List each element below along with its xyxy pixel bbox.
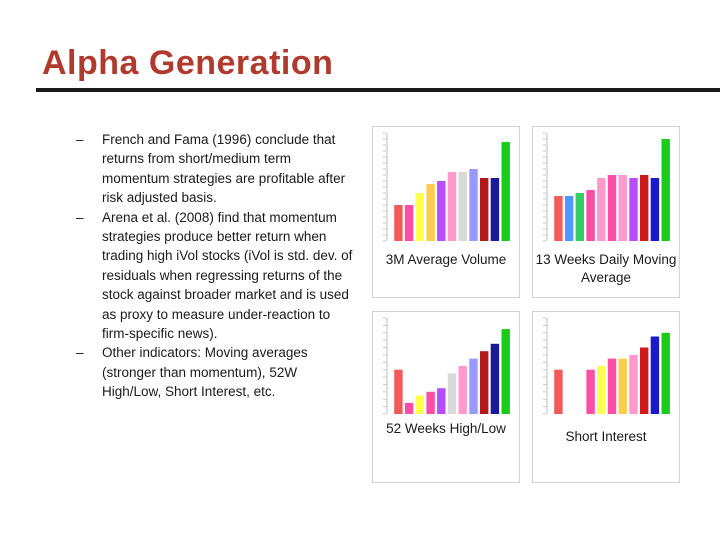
- chart-bar: [502, 329, 510, 414]
- chart-bar: [608, 359, 616, 414]
- chart-caption: 52 Weeks High/Low: [386, 421, 506, 436]
- chart-bar: [597, 178, 605, 241]
- chart-caption: Short Interest: [565, 429, 647, 444]
- chart-bar: [459, 172, 467, 241]
- chart-bar: [629, 178, 637, 241]
- chart-bar: [491, 344, 499, 414]
- chart-caption: 13 Weeks Daily Moving Average: [535, 252, 677, 285]
- bar-chart: [533, 127, 679, 247]
- chart-caption: 3M Average Volume: [385, 252, 507, 267]
- chart-bar: [586, 370, 594, 414]
- chart-panel-short-interest: [532, 311, 680, 483]
- chart-bar: [469, 359, 477, 414]
- chart-bar: [448, 172, 456, 241]
- chart-bar: [597, 366, 605, 414]
- bullet-item: [76, 208, 358, 344]
- chart-bar: [426, 392, 434, 414]
- title-underline: [36, 88, 720, 92]
- chart-bar: [640, 348, 648, 415]
- bullet-dash: –: [76, 345, 84, 361]
- chart-bar: [640, 175, 648, 241]
- bullet-dash: –: [76, 209, 84, 225]
- chart-panel-3m-average-volume: [372, 126, 520, 298]
- chart-bar: [480, 178, 488, 241]
- chart-bar: [651, 337, 659, 415]
- bullet-text: French and Fama (1996) conclude that returns from short/medium term momentum strategies are profitable after risk adjusted basis.: [102, 132, 346, 206]
- chart-bar: [619, 175, 627, 241]
- chart-bar: [459, 366, 467, 414]
- chart-bar: [651, 178, 659, 241]
- chart-bar: [554, 196, 562, 241]
- chart-bar: [416, 396, 424, 415]
- chart-bar: [629, 355, 637, 414]
- chart-bar: [426, 184, 434, 241]
- bar-chart: [373, 127, 519, 247]
- chart-bar: [662, 333, 670, 414]
- chart-bar: [608, 175, 616, 241]
- chart-bar: [405, 403, 413, 414]
- bullet-text: Arena et al. (2008) find that momentum strategies produce better return when trading high iVol stocks (iVol is std. dev. of residuals when regressing returns of the stock against broader market and is used as proxy to measure under-reaction to firm-specific news).: [102, 209, 353, 342]
- bullet-item: [76, 343, 358, 401]
- chart-bar: [394, 370, 402, 414]
- chart-bar: [502, 142, 510, 241]
- bullet-item: [76, 130, 358, 208]
- chart-bar: [469, 169, 477, 241]
- bullet-dash: –: [76, 132, 84, 147]
- chart-bar: [405, 205, 413, 241]
- bullet-list: [76, 130, 358, 402]
- chart-bar: [448, 373, 456, 414]
- chart-bar: [394, 205, 402, 241]
- chart-bar: [619, 359, 627, 414]
- bar-chart: [373, 312, 519, 420]
- chart-bar: [437, 181, 445, 241]
- chart-panel-52-weeks-high-low: [372, 311, 520, 483]
- chart-bar: [554, 370, 562, 414]
- chart-bar: [565, 196, 573, 241]
- chart-bar: [437, 388, 445, 414]
- slide-title: Alpha Generation: [42, 44, 334, 82]
- chart-bar: [586, 190, 594, 241]
- chart-bar: [480, 351, 488, 414]
- chart-bar: [662, 139, 670, 241]
- bar-chart: [533, 312, 679, 420]
- chart-bar: [416, 193, 424, 241]
- chart-bar: [491, 178, 499, 241]
- chart-bar: [576, 193, 584, 241]
- bullet-text: Other indicators: Moving averages (stronger than momentum), 52W High/Low, Short Interest, etc.: [102, 345, 308, 400]
- chart-panel-13-weeks-daily-moving-average: [532, 126, 680, 298]
